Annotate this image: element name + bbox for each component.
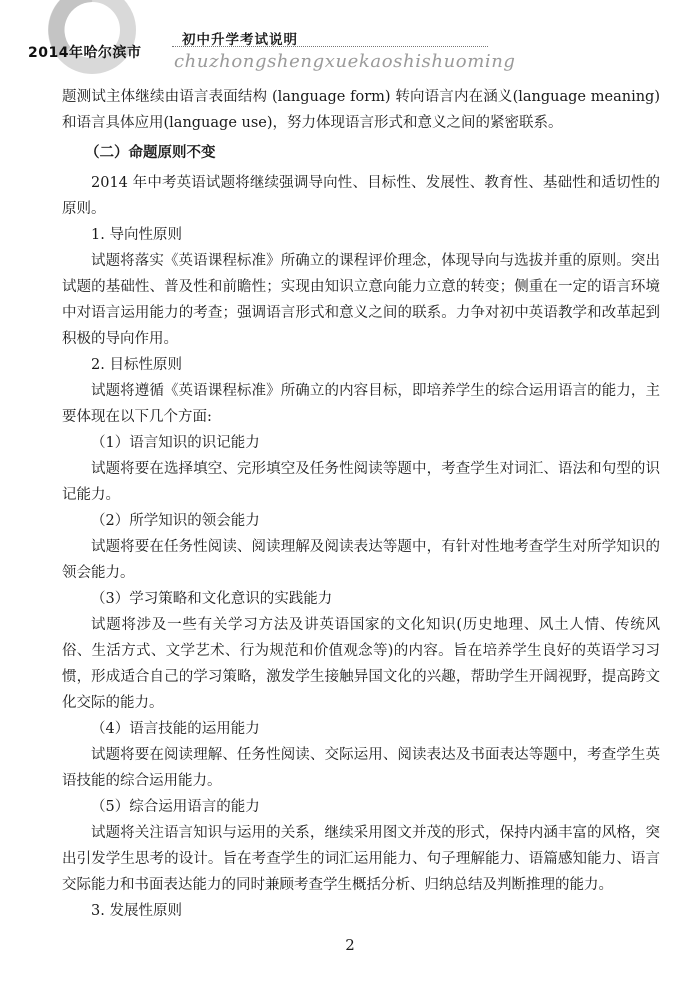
sub3-text: 试题将涉及一些有关学习方法及讲英语国家的文化知识(历史地理、风土人情、传统风俗、生活方式、文学艺术、行为规范和价值观念等)的内容。旨在培养学生良好的英语学习习惯，形成适合自己的学习策略，激发学生接触异国文化的兴趣，帮助学生开阔视野，提高跨文化交际的能力。 xyxy=(62,617,660,711)
sub4-text: 试题将要在阅读理解、任务性阅读、交际运用、阅读表达及书面表达等题中，考查学生英语技能的综合运用能力。 xyxy=(62,747,660,789)
sub4-heading: （4）语言技能的运用能力 xyxy=(91,721,260,737)
header-region: 2014年哈尔滨市 xyxy=(28,45,142,61)
header-divider xyxy=(172,46,488,47)
sub5-heading: （5）综合运用语言的能力 xyxy=(91,799,260,815)
header-ring-decoration xyxy=(44,0,140,78)
body-content xyxy=(62,84,660,924)
header-pinyin: chuzhongshengxuekaoshishuoming xyxy=(174,51,516,72)
item2-text: 试题将遵循《英语课程标准》所确立的内容目标，即培养学生的综合运用语言的能力，主要体现在以下几个方面: xyxy=(62,383,660,425)
section-heading: （二）命题原则不变 xyxy=(85,145,216,161)
sub5-text: 试题将关注语言知识与运用的关系，继续采用图文并茂的形式，保持内涵丰富的风格，突出引发学生思考的设计。旨在考查学生的词汇运用能力、句子理解能力、语篇感知能力、语言交际能力和书面表达能力的同时兼顾考查学生概括分析、归纳总结及判断推理的能力。 xyxy=(62,825,660,893)
sub2-text: 试题将要在任务性阅读、阅读理解及阅读表达等题中，有针对性地考查学生对所学知识的领会能力。 xyxy=(62,539,660,581)
sub2-heading: （2）所学知识的领会能力 xyxy=(91,513,260,529)
paragraph-continuation: 题测试主体继续由语言表面结构 (language form) 转向语言内在涵义(language meaning)和语言具体应用(language use)，努力体现语言形式和意义之间的紧密联系。 xyxy=(62,89,660,131)
sub3-heading: （3）学习策略和文化意识的实践能力 xyxy=(91,591,333,607)
page-number: 2 xyxy=(345,936,355,954)
item2-heading: 2. 目标性原则 xyxy=(91,357,182,373)
header-title: 初中升学考试说明 xyxy=(182,32,298,48)
item3-heading: 3. 发展性原则 xyxy=(91,903,182,919)
sub1-heading: （1）语言知识的识记能力 xyxy=(91,435,260,451)
item1-heading: 1. 导向性原则 xyxy=(91,227,182,243)
paragraph-intro: 2014 年中考英语试题将继续强调导向性、目标性、发展性、教育性、基础性和适切性的原则。 xyxy=(62,175,660,217)
sub1-text: 试题将要在选择填空、完形填空及任务性阅读等题中，考查学生对词汇、语法和句型的识记能力。 xyxy=(62,461,660,503)
item1-text: 试题将落实《英语课程标准》所确立的课程评价理念，体现导向与选拔并重的原则。突出试题的基础性、普及性和前瞻性；实现由知识立意向能力立意的转变；侧重在一定的语言环境中对语言运用能力的考查；强调语言形式和意义之间的联系。力争对初中英语教学和改革起到积极的导向作用。 xyxy=(62,253,660,347)
